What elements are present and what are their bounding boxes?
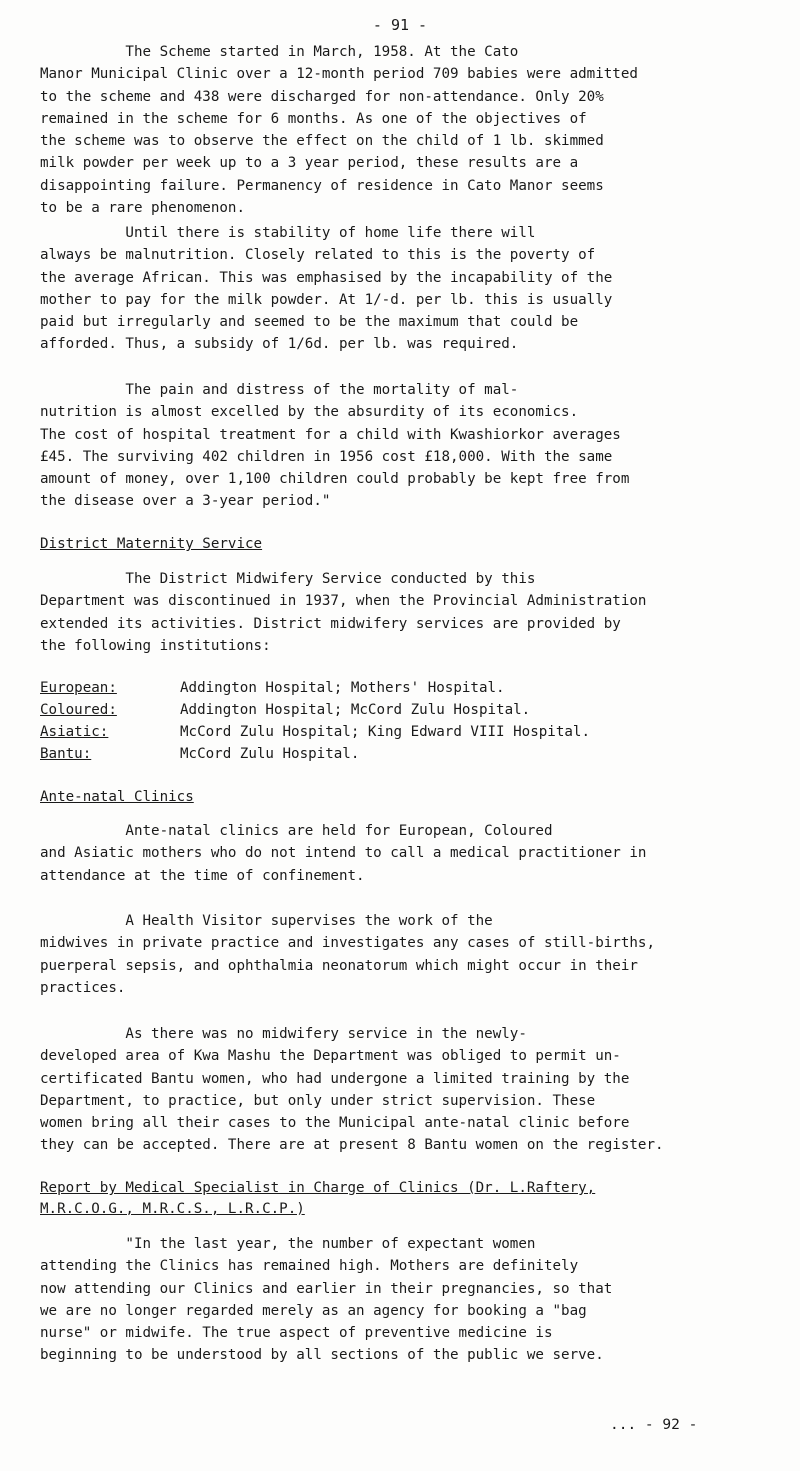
institution-row (40, 677, 780, 699)
institution-label: Asiatic: (40, 724, 109, 740)
institution-label: Coloured: (40, 702, 117, 718)
heading-report-line-2: M.R.C.O.G., M.R.C.S., L.R.C.P.) (40, 1201, 305, 1217)
institution-row (40, 743, 780, 765)
institution-hospitals: McCord Zulu Hospital; King Edward VIII Hospital. (180, 724, 590, 740)
heading-report-line-1: Report by Medical Specialist in Charge of Clinics (Dr. L.Raftery, (40, 1180, 596, 1196)
institution-hospitals: McCord Zulu Hospital. (180, 746, 360, 762)
heading-ante-natal-clinics: Ante-natal Clinics (40, 789, 194, 805)
institution-hospitals: Addington Hospital; Mothers' Hospital. (180, 680, 505, 696)
institution-label: Bantu: (40, 746, 92, 762)
institution-row (40, 699, 780, 721)
continuation-marker: ... - 92 - (610, 1417, 698, 1433)
paragraph-report-quote: "In the last year, the number of expectant women attending the Clinics has remained high. Mothers are definitely now attending our Clinics and earlier in their pregnancies, so that we are no longer regarded merely as an agency for booking a "bag nurse" or midwife. The true aspect of preventive medicine is beginning to be understood by all sections of the public we serve. (40, 1236, 613, 1364)
institution-row (40, 721, 780, 743)
institution-label: European: (40, 680, 117, 696)
institution-hospitals: Addington Hospital; McCord Zulu Hospital. (180, 702, 531, 718)
page-number: - 91 - (372, 16, 428, 34)
paragraph-economics: The pain and distress of the mortality of mal- nutrition is almost excelled by the absurdity of its economics. The cost of hospital treatment for a child with Kwashiorkor averages £45. The surviving 402 children in 1956 cost £18,000. With the same amount of money, over 1,100 children could probably be kept free from the disease over a 3-year period." (40, 382, 630, 510)
paragraph-kwa-mashu: As there was no midwifery service in the newly- developed area of Kwa Mashu the Department was obliged to permit un- certificated Bantu women, who had undergone a limited training by the Department, to practice, but only under strict supervision. These women bring all their cases to the Municipal ante-natal clinic before they can be accepted. There are at present 8 Bantu women on the register. (40, 1026, 664, 1154)
paragraph-health-visitor: A Health Visitor supervises the work of the midwives in private practice and investigates any cases of still-births, puerperal sepsis, and ophthalmia neonatorum which might occur in their practices. (40, 913, 655, 996)
paragraph-midwifery-service: The District Midwifery Service conducted by this Department was discontinued in 1937, when the Provincial Administration extended its activities. District midwifery services are provided by the following institutions: (40, 571, 647, 654)
heading-district-maternity: District Maternity Service (40, 536, 263, 552)
paragraph-ante-natal: Ante-natal clinics are held for European, Coloured and Asiatic mothers who do not intend to call a medical practitioner in attendance at the time of confinement. (40, 823, 647, 884)
paragraph-scheme-results: The Scheme started in March, 1958. At the Cato Manor Municipal Clinic over a 12-month period 709 babies were admitted to the scheme and 438 were discharged for non-attendance. Only 20% remained in the scheme for 6 months. As one of the objectives of the scheme was to observe the effect on the child of 1 lb. skimmed milk powder per week up to a 3 year period, these results are a disappointing failure. Permanency of residence in Cato Manor seems to be a rare phenomenon. (40, 44, 638, 217)
paragraph-malnutrition: Until there is stability of home life there will always be malnutrition. Closely related to this is the poverty of the average African. This was emphasised by the incapability of the mother to pay for the milk powder. At 1/-d. per lb. this is usually paid but irregularly and seemed to be the maximum that could be afforded. Thus, a subsidy of 1/6d. per lb. was required. (40, 225, 613, 353)
